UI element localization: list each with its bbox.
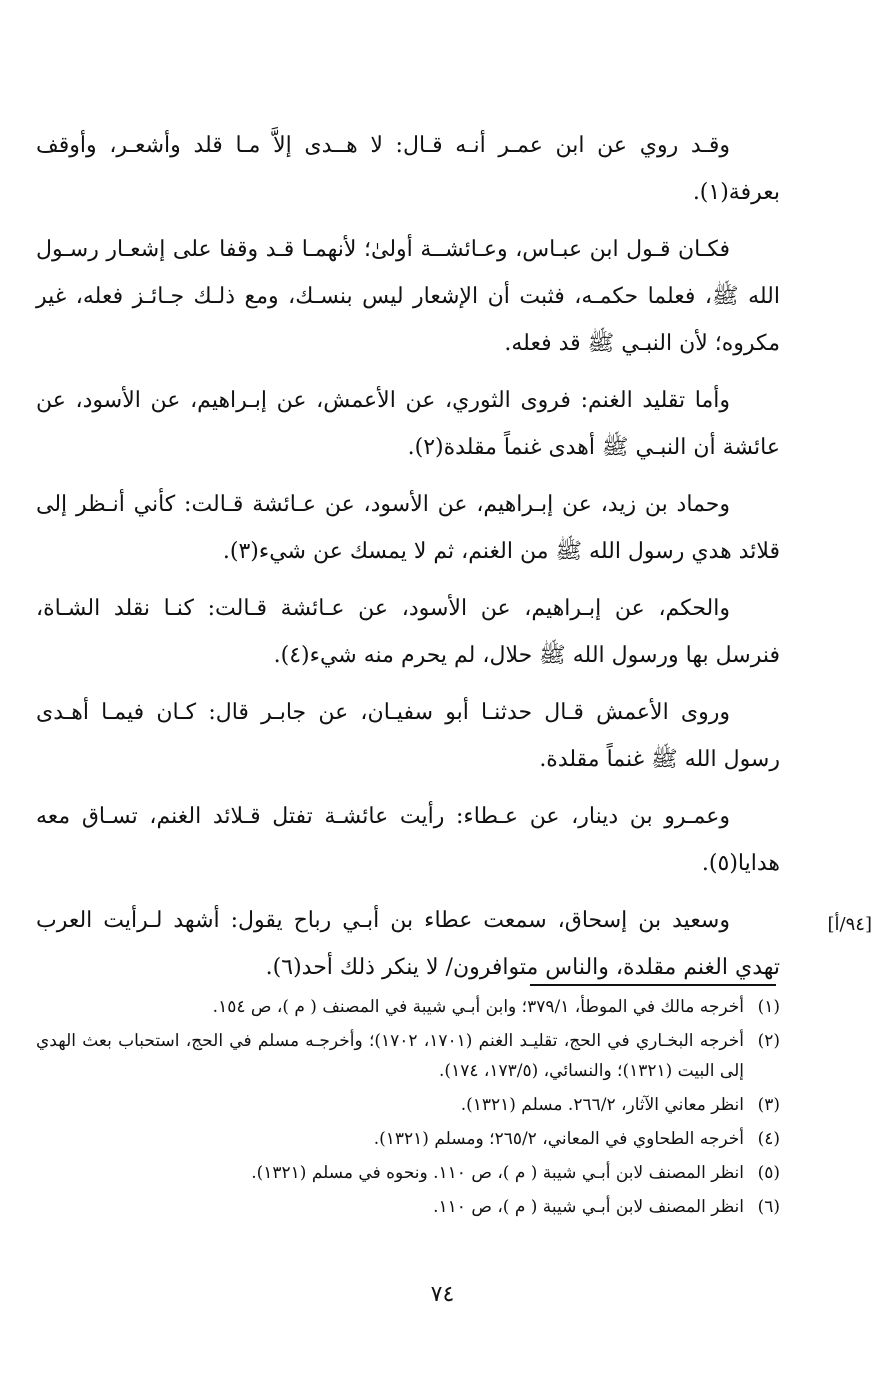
- footnote-number: (٣): [757, 1095, 780, 1115]
- footnote-4: [36, 1124, 780, 1154]
- paragraph-5: والحكم، عن إبـراهيم، عن الأسود، عن عـائشة قـالت: كنـا نقلد الشـاة، فنرسل بها ورسول الله ﷺ حلال، لم يحرم منه شيء(٤).: [36, 596, 780, 668]
- footnote-text: انظر معاني الآثار، ٢٦٦/٢. مسلم (١٣٢١).: [460, 1095, 744, 1115]
- footnote-5: [36, 1158, 780, 1188]
- paragraph-7: وعمـرو بن دينار، عن عـطاء: رأيت عائشـة تفتل قـلائد الغنم، تسـاق معه هدايا(٥).: [36, 804, 780, 876]
- paragraph-1: وقـد روي عن ابن عمـر أنـه قـال: لا هــدى إلاَّ مـا قلد وأشعـر، وأوقف بعرفة(١).: [36, 133, 780, 205]
- paragraph-6: وروى الأعمش قـال حدثنـا أبو سفيـان، عن جابـر قال: كـان فيمـا أهـدى رسول الله ﷺ غنماً مقلدة.: [36, 700, 780, 772]
- footnote-number: (٢): [757, 1031, 780, 1051]
- paragraph-8: وسعيد بن إسحاق، سمعت عطاء بن أبـي رباح يقول: أشهد لـرأيت العرب تهدي الغنم مقلدة، والناس متوافرون/ لا ينكر ذلك أحد(٦).: [36, 908, 780, 980]
- paragraph-4: وحماد بن زيد، عن إبـراهيم، عن الأسود، عن عـائشة قـالت: كأني أنـظر إلى قلائد هدي رسول الله ﷺ من الغنم، ثم لا يمسك عن شيء(٣).: [36, 492, 780, 564]
- footnote-number: (٤): [757, 1129, 780, 1149]
- paragraph-3: وأما تقليد الغنم: فروى الثوري، عن الأعمش، عن إبـراهيم، عن الأسود، عن عائشة أن النبـي ﷺ أهدى غنماً مقلدة(٢).: [36, 388, 780, 460]
- footnote-number: (١): [757, 997, 780, 1017]
- footnote-1: [36, 992, 780, 1022]
- footnote-6: [36, 1192, 780, 1222]
- footnote-separator: [530, 984, 776, 986]
- footnote-text: انظر المصنف لابن أبـي شيبة ( م )، ص ١١٠.: [433, 1197, 744, 1217]
- page-number: ٧٤: [430, 1282, 455, 1307]
- footnote-number: (٦): [757, 1197, 780, 1217]
- footnote-text: أخرجه مالك في الموطأ، ٣٧٩/١؛ وابن أبـي شيبة في المصنف ( م )، ص ١٥٤.: [212, 997, 744, 1017]
- footnote-text: انظر المصنف لابن أبـي شيبة ( م )، ص ١١٠. ونحوه في مسلم (١٣٢١).: [251, 1163, 744, 1183]
- footnote-3: [36, 1090, 780, 1120]
- footnote-text: أخرجه الطحاوي في المعاني، ٢٦٥/٢؛ ومسلم (١٣٢١).: [373, 1129, 744, 1149]
- footnote-number: (٥): [757, 1163, 780, 1183]
- main-text: [36, 122, 780, 1001]
- paragraph-2: فكـان قـول ابن عبـاس، وعـائشــة أولىٰ؛ لأنهمـا قـد وقفا على إشعـار رسـول الله ﷺ، فعلما حكمـه، فثبت أن الإشعار ليس بنسـك، ومع ذلـك جـائـز فعله، غير مكروه؛ لأن النبـي ﷺ قد فعله.: [36, 237, 780, 356]
- footnotes: [36, 992, 780, 1226]
- footnote-text: أخرجه البخـاري في الحج، تقليـد الغنم (١٧٠١، ١٧٠٢)؛ وأخرجـه مسلم في الحج، استحباب بعث الهدي إلى البيت (١٣٢١)؛ والنسائي، (١٧٣/٥، ١٧٤).: [36, 1031, 744, 1081]
- footnote-2: [36, 1026, 780, 1086]
- manuscript-folio-note: [٩٤/أ]: [827, 914, 872, 935]
